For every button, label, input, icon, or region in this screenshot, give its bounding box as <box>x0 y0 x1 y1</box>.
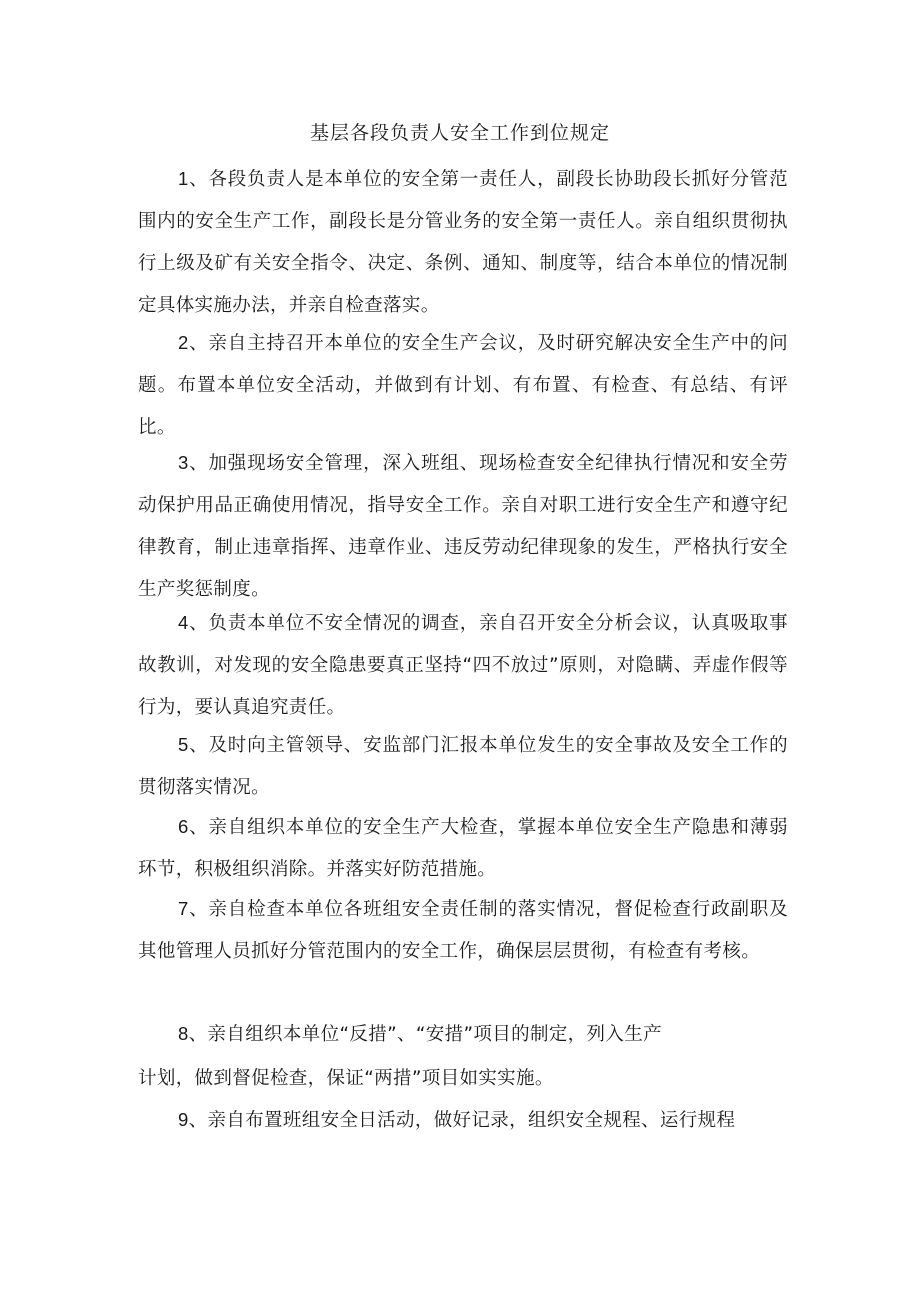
clause-9 <box>178 1106 735 1132</box>
clause-2 <box>138 322 788 449</box>
clause-text: 、加强现场安全管理，深入班组、现场检查安全纪律执行情况和安全劳动保护用品正确使用情况，指导安全工作。亲自对职工进行安全生产和遵守纪律教育，制止违章指挥、违章作业、违反劳动纪律现象的发生，严格执行安全生产奖惩制度。 <box>138 453 788 600</box>
clause-6 <box>138 806 788 891</box>
clause-number: 9 <box>178 1109 189 1130</box>
clause-text: 、亲自主持召开本单位的安全生产会议，及时研究解决安全生产中的问题。布置本单位安全活动，并做到有计划、有布置、有检查、有总结、有评比。 <box>138 333 788 438</box>
clause-7 <box>138 888 788 973</box>
clause-number: 3 <box>178 452 189 473</box>
clause-number: 7 <box>178 898 189 919</box>
clause-8-continuation: 计划，做到督促检查，保证“两措”项目如实实施。 <box>138 1068 554 1089</box>
clause-3 <box>138 442 788 611</box>
clause-5 <box>138 724 788 809</box>
clause-number: 4 <box>178 612 189 633</box>
clause-text: 、亲自布置班组安全日活动，做好记录，组织安全规程、运行规程 <box>188 1110 736 1131</box>
clause-number: 5 <box>178 734 189 755</box>
clause-text: 、亲自检查本单位各班组安全责任制的落实情况，督促检查行政副职及其他管理人员抓好分管范围内的安全工作，确保层层贯彻，有检查有考核。 <box>138 899 788 962</box>
clause-text: 、亲自组织本单位“反措”、“安措”项目的制定，列入生产 <box>188 1024 662 1045</box>
clause-number: 8 <box>178 1023 189 1044</box>
clause-text: 、负责本单位不安全情况的调查，亲自召开安全分析会议，认真吸取事故教训，对发现的安全隐患要真正坚持“四不放过”原则，对隐瞒、弄虚作假等行为，要认真追究责任。 <box>138 613 788 718</box>
clause-number: 6 <box>178 816 189 837</box>
clause-text: 、各段负责人是本单位的安全第一责任人，副段长协助段长抓好分管范围内的安全生产工作，副段长是分管业务的安全第一责任人。亲自组织贯彻执行上级及矿有关安全指令、决定、条例、通知、制度等，结合本单位的情况制定具体实施办法，并亲自检查落实。 <box>138 169 788 316</box>
clause-number: 1 <box>178 168 189 189</box>
clause-text: 、及时向主管领导、安监部门汇报本单位发生的安全事故及安全工作的贯彻落实情况。 <box>138 735 788 798</box>
clause-8 <box>178 1020 662 1046</box>
document-title: 基层各段负责人安全工作到位规定 <box>309 122 610 144</box>
clause-number: 2 <box>178 332 189 353</box>
clause-4 <box>138 602 788 729</box>
clause-1 <box>138 158 788 327</box>
clause-text: 、亲自组织本单位的安全生产大检查，掌握本单位安全生产隐患和薄弱环节，积极组织消除。并落实好防范措施。 <box>138 817 788 880</box>
